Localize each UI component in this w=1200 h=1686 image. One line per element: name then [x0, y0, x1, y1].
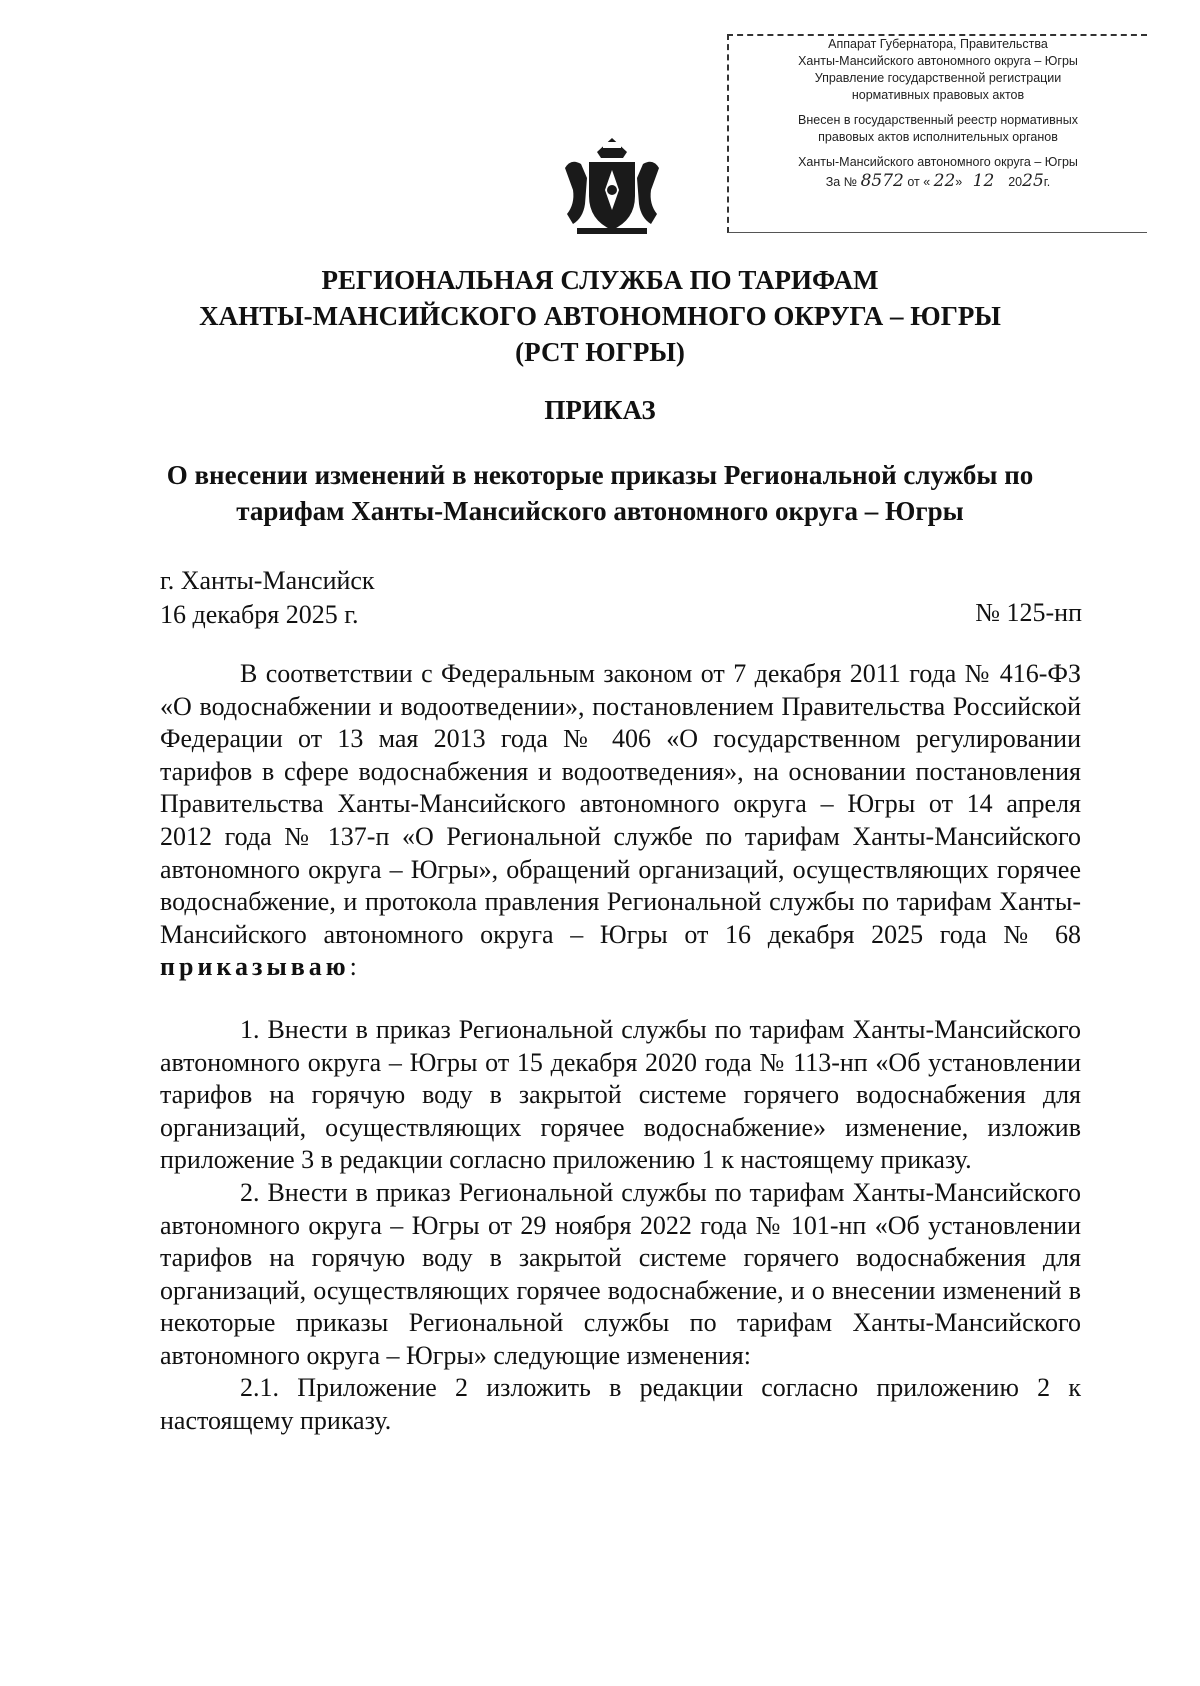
- document-date: 16 декабря 2025 г.: [160, 600, 359, 629]
- stamp-reg-day: 22: [933, 171, 956, 191]
- document-subject: [155, 457, 1045, 529]
- org-line: РЕГИОНАЛЬНАЯ СЛУЖБА ПО ТАРИФАМ: [321, 265, 879, 295]
- document-body: [160, 658, 1081, 1438]
- document-type: ПРИКАЗ: [544, 395, 656, 425]
- preamble-text: В соответствии с Федеральным законом от 7 декабря 2011 года № 416-ФЗ «О водоснабжении и водоотведении», постановлением Правительства Российской Федерации от 13 мая 2013 года № 406 «О государственном регулировании тарифов в сфере водоснабжения и водоотведения», на основании постановления Правительства Ханты-Мансийского автономного округа – Югры от 14 апреля 2012 года № 137-п «О Региональной службе по тарифам Ханты-Мансийского автономного округа – Югры», обращений организаций, осуществляющих горячее водоснабжение, и протокола правления Региональной службы по тарифам Ханты-Мансийского автономного округа – Югры от 16 декабря 2025 года № 68: [160, 659, 1081, 949]
- document-number: № 125-нп: [975, 598, 1082, 627]
- stamp-reg-close: »: [955, 175, 963, 189]
- item-2: 2. Внести в приказ Региональной службы по тарифам Ханты-Мансийского автономного округа – Югры от 29 ноября 2022 года № 101-нп «Об установлении тарифов на горячую воду в закрытой системе горячего водоснабжения для организаций, осуществляющих горячее водоснабжение, и о внесении изменений в некоторые приказы Региональной службы по тарифам Ханты-Мансийского автономного округа – Югры» следующие изменения:: [160, 1177, 1081, 1370]
- order-word: приказываю: [160, 952, 350, 982]
- stamp-reg-month: 12: [972, 171, 995, 191]
- stamp-reg-year: 25: [1022, 171, 1044, 191]
- city: г. Ханты-Мансийск: [160, 566, 375, 595]
- subject-line: О внесении изменений в некоторые приказы Региональной службы по: [166, 460, 1034, 490]
- preamble-paragraph: [160, 658, 1081, 984]
- stamp-reg-year-prefix: 20: [1008, 175, 1023, 189]
- organization-title: [0, 262, 1200, 370]
- stamp-line: Внесен в государственный реестр нормативных: [798, 113, 1078, 127]
- stamp-line: Аппарат Губернатора, Правительства: [828, 37, 1048, 51]
- stamp-line: правовых актов исполнительных органов: [818, 130, 1058, 144]
- stamp-reg-prefix: За №: [825, 175, 858, 189]
- stamp-reg-number: 8572: [860, 171, 904, 191]
- stamp-line: Ханты-Мансийского автономного округа – Югры: [798, 54, 1078, 68]
- coat-of-arms-emblem: [559, 134, 665, 236]
- item-2-1: 2.1. Приложение 2 изложить в редакции согласно приложению 2 к настоящему приказу.: [160, 1373, 1081, 1436]
- item-1: 1. Внести в приказ Региональной службы по тарифам Ханты-Мансийского автономного округа – Югры от 15 декабря 2020 года № 113-нп «Об установлении тарифов на горячую воду в закрытой системе горячего водоснабжения для организаций, осуществляющих горячее водоснабжение» изменение, изложив приложение 3 в редакции согласно приложению 1 к настоящему приказу.: [160, 1014, 1081, 1175]
- registration-stamp: [727, 34, 1147, 233]
- stamp-reg-suffix: г.: [1043, 175, 1051, 189]
- org-line: ХАНТЫ-МАНСИЙСКОГО АВТОНОМНОГО ОКРУГА – ЮГРЫ: [199, 301, 1001, 331]
- stamp-line: нормативных правовых актов: [851, 88, 1025, 102]
- place-and-date: [160, 564, 375, 632]
- stamp-line: Ханты-Мансийского автономного округа – Югры: [798, 155, 1078, 169]
- stamp-reg-from: от «: [907, 175, 931, 189]
- stamp-line: Управление государственной регистрации: [814, 71, 1062, 85]
- stamp-registration-line: [729, 173, 1147, 191]
- subject-line: тарифам Ханты-Мансийского автономного округа – Югры: [236, 496, 964, 526]
- order-colon: :: [349, 952, 357, 982]
- org-abbreviation: (РСТ ЮГРЫ): [515, 337, 685, 367]
